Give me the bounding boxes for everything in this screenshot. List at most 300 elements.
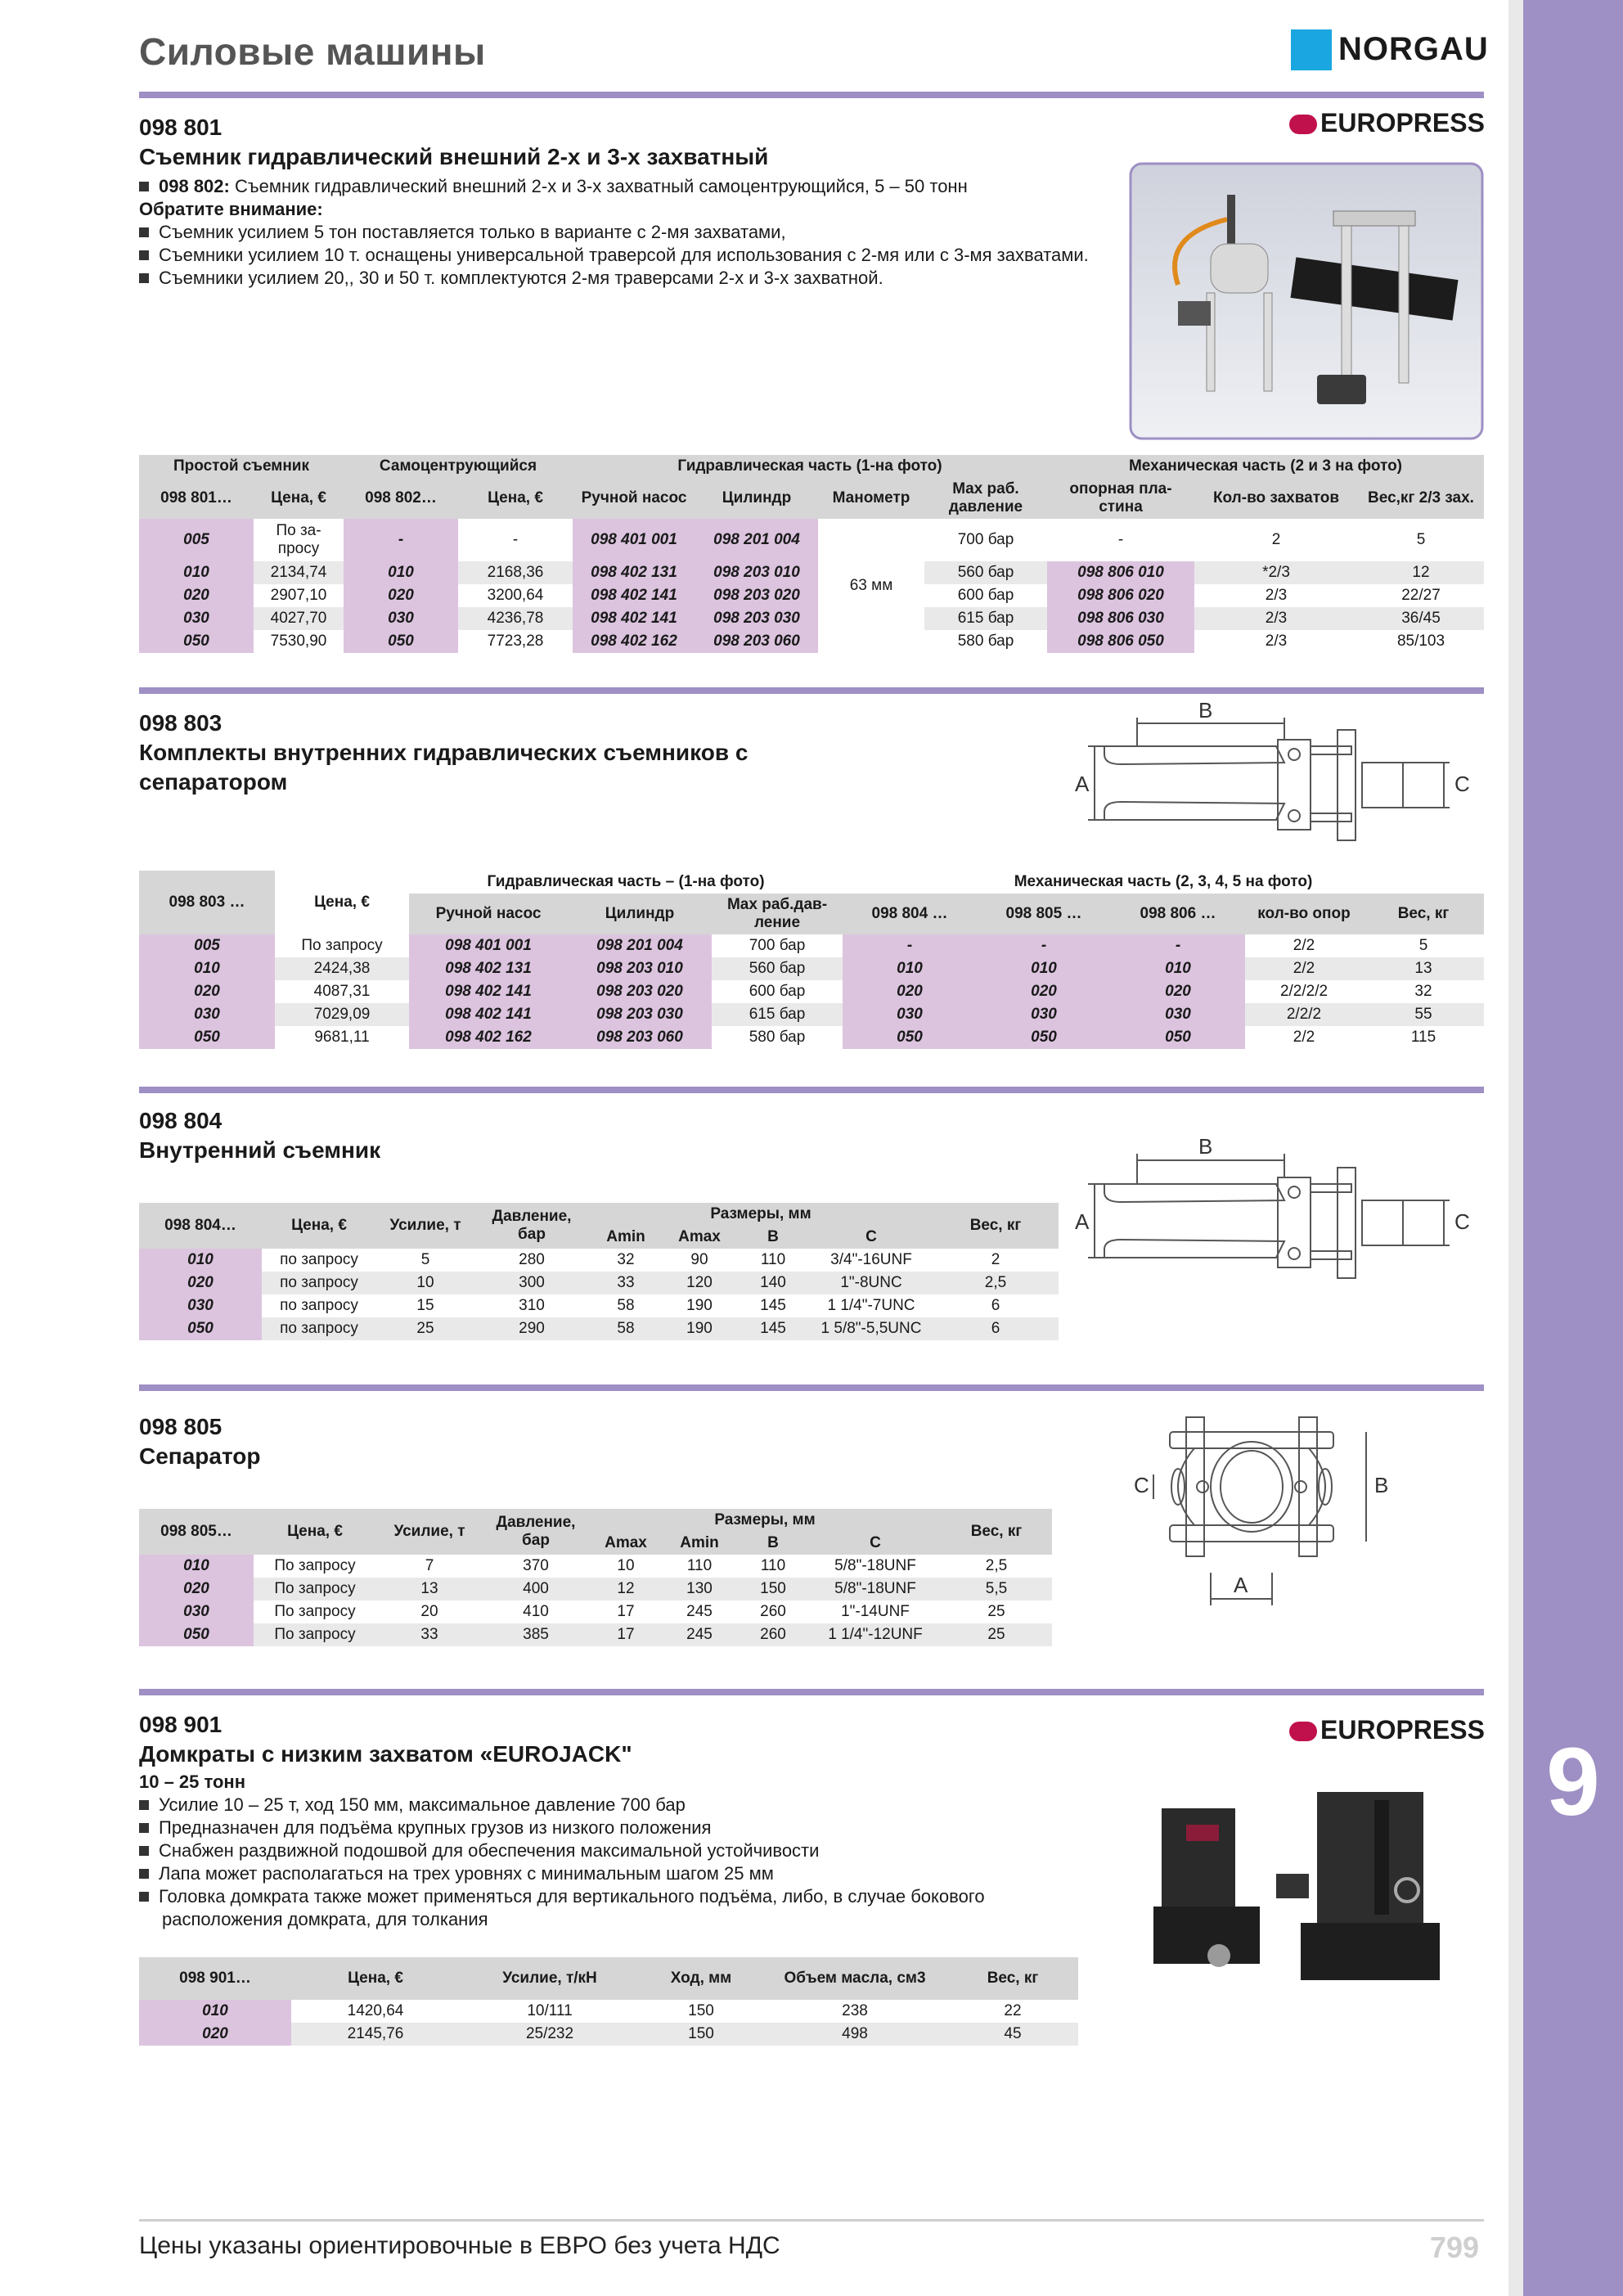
table-cell: 615 бар <box>712 1003 843 1026</box>
table-cell: 560 бар <box>712 957 843 980</box>
table-cell: 030 <box>139 1003 275 1026</box>
s5-bullet-text: Усилие 10 – 25 т, ход 150 мм, максимальное давление 700 бар <box>159 1794 686 1815</box>
s1-col-header: Цена, € <box>254 478 344 519</box>
section-rule <box>139 687 1484 694</box>
table-cell: 238 <box>842 2002 868 2019</box>
s5-bullet-text: Головка домкрата также может применяться для вертикального подъёма, либо, в случае бокового <box>159 1886 985 1907</box>
table-cell: 4236,78 <box>458 607 573 630</box>
table-cell: 300 <box>474 1272 589 1294</box>
table-cell: 130 <box>663 1578 736 1600</box>
section-rule <box>139 1384 1484 1391</box>
table-cell: по запросу <box>262 1272 376 1294</box>
table-cell: 2/3 <box>1265 587 1288 604</box>
table-cell: 098 203 030 <box>568 1003 712 1026</box>
table-cell: 2/2 <box>1245 957 1363 980</box>
table-cell: 098 203 060 <box>695 630 818 653</box>
s5-col-header: Ход, мм <box>640 1957 762 2000</box>
table-cell: 098 203 060 <box>568 1026 712 1049</box>
table-cell: 32 <box>1414 983 1432 1000</box>
s1-group-mechanical: Механическая часть (2 и 3 на фото) <box>1047 455 1484 478</box>
s5-bullet-5 <box>139 1885 985 1908</box>
s4-col-header: Вес, кг <box>941 1509 1052 1555</box>
s1-col-header: Цена, € <box>458 478 573 519</box>
table-cell: 098 402 162 <box>409 1026 568 1049</box>
table-cell: 17 <box>617 1603 635 1620</box>
table-row <box>139 561 1484 584</box>
table-cell: 600 бар <box>957 587 1014 604</box>
table-row <box>139 934 1484 957</box>
s3-code: 098 804 <box>139 1108 223 1133</box>
s4-col-header: Цена, € <box>254 1509 376 1555</box>
table-cell: 020 <box>139 2023 291 2046</box>
table-cell: 3200,64 <box>487 587 544 604</box>
s1-bullet-1 <box>139 221 786 244</box>
s5-bullet-text: Лапа может располагаться на трех уровнях с минимальным шагом 25 мм <box>159 1863 774 1884</box>
s1-col-header: Манометр <box>818 478 924 519</box>
table-cell: 050 <box>977 1026 1111 1049</box>
table-cell: 020 <box>344 584 458 607</box>
s5-col-header: Вес, кг <box>947 1957 1078 2000</box>
s1-table <box>139 455 1484 653</box>
hydraulic-puller-photo <box>1129 162 1484 440</box>
table-cell: 20 <box>420 1603 438 1620</box>
europress-logo <box>1289 108 1485 138</box>
diagram-label-b: B <box>1374 1473 1389 1497</box>
s2-code: 098 803 <box>139 710 223 736</box>
table-cell: 150 <box>736 1578 810 1600</box>
europress-text: EUROPRESS <box>1320 1715 1485 1745</box>
table-cell: 098 203 020 <box>568 980 712 1003</box>
table-row <box>139 980 1484 1003</box>
table-cell: - <box>977 934 1111 957</box>
s2-title-line2: сепаратором <box>139 769 288 795</box>
s1-bullet-3 <box>139 267 883 290</box>
s3-col-header: Amin <box>589 1226 663 1249</box>
table-cell: 030 <box>139 607 254 630</box>
s4-code: 098 805 <box>139 1414 223 1439</box>
table-cell: 280 <box>519 1251 545 1268</box>
table-row <box>139 1003 1484 1026</box>
table-cell: 1"-14UNF <box>841 1603 910 1620</box>
table-cell: 7530,90 <box>270 633 327 650</box>
table-cell: 7723,28 <box>487 633 544 650</box>
table-cell: по запросу <box>262 1317 376 1340</box>
table-cell: 030 <box>843 1003 977 1026</box>
table-cell: По запросу <box>301 937 383 954</box>
s3-col-header: Amax <box>663 1226 736 1249</box>
table-cell: 050 <box>344 630 458 653</box>
s1-group-selfcentering: Самоцентрующийся <box>344 455 573 478</box>
s5-bullet-text: Предназначен для подъёма крупных грузов из низкого положения <box>159 1817 712 1838</box>
table-cell: 030 <box>1111 1003 1245 1026</box>
table-cell: 13 <box>1363 957 1484 980</box>
table-cell: 098 203 010 <box>695 561 818 584</box>
table-cell: 13 <box>376 1578 483 1600</box>
table-cell: 140 <box>736 1272 810 1294</box>
s2-col-header: 098 806 … <box>1111 894 1245 934</box>
table-cell: 150 <box>640 2023 762 2046</box>
s3-col-header: Давление, бар <box>474 1203 589 1249</box>
table-cell: 005 <box>139 519 254 561</box>
table-cell: 5/8"-18UNF <box>810 1578 941 1600</box>
table-cell: 245 <box>663 1623 736 1646</box>
s5-col-header: Усилие, т/кН <box>460 1957 640 2000</box>
table-cell: 2/2/2/2 <box>1279 983 1329 1000</box>
table-cell: *2/3 <box>1194 561 1358 584</box>
s1-bullet-text: Съемники усилием 20,, 30 и 50 т. комплектуются 2-мя траверсами 2-х и 3-х захватной. <box>159 268 883 288</box>
diagram-label-b: B <box>1198 698 1213 723</box>
jack-photo <box>1129 1776 1472 1997</box>
table-cell: - <box>344 519 458 561</box>
table-row <box>139 630 1484 653</box>
table-cell: 098 402 131 <box>409 957 568 980</box>
table-cell: 010 <box>139 957 275 980</box>
s1-note-text: Съемник гидравлический внешний 2-х и 3-х захватный самоцентрующийся, 5 – 50 тонн <box>234 176 968 196</box>
section-rule <box>139 1087 1484 1093</box>
s2-col-header: кол-во опор <box>1245 894 1363 934</box>
s4-col-header: B <box>736 1532 810 1555</box>
table-cell: 050 <box>1111 1026 1245 1049</box>
s2-group-hydraulic: Гидравлическая часть – (1-на фото) <box>409 871 843 894</box>
s2-col-header: Цилиндр <box>568 894 712 934</box>
table-cell: 600 бар <box>749 983 806 1000</box>
table-cell: 098 806 020 <box>1047 584 1194 607</box>
table-cell: 7029,09 <box>275 1003 409 1026</box>
table-cell: 145 <box>736 1317 810 1340</box>
table-cell: 030 <box>139 1294 262 1317</box>
s1-note <box>139 175 968 198</box>
bullet-icon <box>139 250 149 260</box>
bullet-icon <box>139 1869 149 1879</box>
s1-col-header: 098 802… <box>344 478 458 519</box>
table-cell: 020 <box>139 584 254 607</box>
s1-bullet-text: Съемник усилием 5 тон поставляется только в варианте с 2-мя захватами, <box>159 222 786 242</box>
s3-group-dimensions: Размеры, мм <box>589 1203 933 1226</box>
table-row <box>139 519 1484 561</box>
table-row <box>139 1578 1052 1600</box>
table-cell: 098 201 004 <box>568 934 712 957</box>
table-cell: 410 <box>523 1603 549 1620</box>
table-cell: 050 <box>139 630 254 653</box>
europress-mark-icon <box>1289 1722 1317 1741</box>
sidebar-gap <box>1508 0 1523 2296</box>
diagram-label-a: A <box>1234 1573 1248 1597</box>
page-title: Силовые машины <box>139 30 486 73</box>
table-cell: 010 <box>977 957 1111 980</box>
table-cell: 2,5 <box>985 1557 1008 1574</box>
bullet-icon <box>139 1823 149 1833</box>
s4-col-header: Amax <box>589 1532 663 1555</box>
s3-title: Внутренний съемник <box>139 1137 381 1163</box>
table-cell: 2/3 <box>1265 633 1288 650</box>
s1-col-header: Вес,кг 2/3 зах. <box>1358 478 1484 519</box>
table-cell: 010 <box>139 1249 262 1272</box>
s4-col-header: Усилие, т <box>376 1509 483 1555</box>
table-cell: 2/2 <box>1293 1029 1315 1046</box>
table-cell: 85/103 <box>1396 633 1445 650</box>
table-cell: 098 401 001 <box>573 519 695 561</box>
s3-col-header: B <box>736 1226 810 1249</box>
table-row <box>139 1623 1052 1646</box>
table-cell: 22/27 <box>1401 587 1441 604</box>
bullet-icon <box>139 1800 149 1810</box>
s4-col-header: C <box>810 1532 941 1555</box>
table-row <box>139 2023 1078 2046</box>
table-cell: 050 <box>139 1026 275 1049</box>
s2-title-line1: Комплекты внутренних гидравлических съемников с <box>139 740 749 765</box>
table-cell: - <box>512 531 519 548</box>
table-cell: 030 <box>139 1600 254 1623</box>
s4-col-header: Давление, бар <box>483 1509 589 1555</box>
s2-col-header: 098 804 … <box>843 894 977 934</box>
table-cell: 190 <box>686 1297 713 1314</box>
table-cell: 5 <box>1418 937 1428 954</box>
chapter-number: 9 <box>1546 1728 1600 1836</box>
s2-col-header: Ручной насос <box>409 894 568 934</box>
s4-col-header: 098 805… <box>139 1509 254 1555</box>
table-cell: 55 <box>1363 1003 1484 1026</box>
table-cell: 098 402 162 <box>573 630 695 653</box>
page-number: 799 <box>1430 2231 1480 2264</box>
table-cell: 1420,64 <box>347 2002 404 2019</box>
s1-code: 098 801 <box>139 115 223 140</box>
table-cell: 9681,11 <box>314 1029 370 1046</box>
table-cell: 6 <box>991 1297 1000 1314</box>
table-row <box>139 1600 1052 1623</box>
table-cell: 12 <box>589 1578 663 1600</box>
table-cell: 2907,10 <box>270 587 327 604</box>
table-cell: 12 <box>1358 561 1484 584</box>
s2-group-mechanical: Механическая часть (2, 3, 4, 5 на фото) <box>843 871 1484 894</box>
table-cell: 45 <box>947 2023 1078 2046</box>
table-cell: - <box>1117 531 1124 548</box>
table-cell: 58 <box>617 1297 635 1314</box>
diagram-label-a: A <box>1075 1209 1090 1234</box>
table-cell: 1 1/4"-12UNF <box>810 1623 941 1646</box>
table-cell: По запросу <box>274 1557 356 1574</box>
table-cell: 5 <box>420 1251 430 1268</box>
table-cell: 030 <box>344 607 458 630</box>
table-cell: 4027,70 <box>254 607 344 630</box>
diagram-label-c: C <box>1454 1209 1470 1234</box>
internal-puller-diagram <box>1072 1131 1481 1294</box>
table-cell: 1 1/4"-7UNC <box>827 1297 915 1314</box>
table-cell: 6 <box>933 1317 1059 1340</box>
table-cell: 020 <box>139 980 275 1003</box>
table-cell: 098 203 030 <box>695 607 818 630</box>
diagram-label-c: C <box>1134 1473 1149 1497</box>
table-cell: 030 <box>977 1003 1111 1026</box>
table-cell: 2/2/2 <box>1245 1003 1363 1026</box>
table-row <box>139 2000 1078 2023</box>
table-cell: 098 203 020 <box>695 584 818 607</box>
s1-attention: Обратите внимание: <box>139 199 323 219</box>
s5-code: 098 901 <box>139 1712 223 1737</box>
table-cell: 050 <box>139 1317 262 1340</box>
table-cell: - <box>843 934 977 957</box>
s1-note-code: 098 802: <box>159 176 230 196</box>
s2-col-header: Вес, кг <box>1363 894 1484 934</box>
table-cell: 2,5 <box>933 1272 1059 1294</box>
table-cell: 5/8"-18UNF <box>834 1557 916 1574</box>
table-cell: 120 <box>663 1272 736 1294</box>
table-cell: По за-просу <box>276 522 321 557</box>
s1-col-header: Кол-во захватов <box>1194 478 1358 519</box>
table-cell: 020 <box>977 980 1111 1003</box>
table-cell: 560 бар <box>924 561 1047 584</box>
s1-bullet-text: Съемники усилием 10 т. оснащены универсальной траверсой для использования с 2-мя или с 3-мя захватами. <box>159 245 1089 265</box>
internal-puller-diagram <box>1072 697 1481 853</box>
bullet-icon <box>139 227 149 237</box>
s1-group-hydraulic: Гидравлическая часть (1-на фото) <box>573 455 1047 478</box>
table-cell: 098 203 010 <box>568 957 712 980</box>
s5-title: Домкраты с низким захватом «EUROJACK" <box>139 1741 632 1767</box>
table-cell: 33 <box>589 1272 663 1294</box>
table-cell: 580 бар <box>957 633 1014 650</box>
table-cell: 260 <box>760 1603 786 1620</box>
table-cell: 098 402 141 <box>409 1003 568 1026</box>
chapter-sidebar <box>1523 0 1623 2296</box>
table-cell: 1"-8UNC <box>810 1272 933 1294</box>
europress-text: EUROPRESS <box>1320 108 1485 137</box>
s1-title: Съемник гидравлический внешний 2-х и 3-х захватный <box>139 144 769 169</box>
table-cell: 020 <box>139 1578 254 1600</box>
table-cell: 050 <box>139 1623 254 1646</box>
s2-col-header: Max раб.дав-ление <box>712 894 843 934</box>
s5-bullet-3 <box>139 1839 819 1862</box>
diagram-label-b: B <box>1198 1134 1213 1159</box>
table-cell: 25 <box>987 1603 1005 1620</box>
table-cell: 098 402 141 <box>573 584 695 607</box>
footer-note: Цены указаны ориентировочные в ЕВРО без учета НДС <box>139 2232 780 2259</box>
table-cell: По запросу <box>274 1603 356 1620</box>
table-cell: - <box>1111 934 1245 957</box>
table-cell: 010 <box>843 957 977 980</box>
table-row <box>139 1294 1059 1317</box>
table-cell: 260 <box>736 1623 810 1646</box>
table-cell: 010 <box>139 2000 291 2023</box>
europress-mark-icon <box>1289 115 1317 134</box>
s5-subtitle: 10 – 25 тонн <box>139 1772 246 1792</box>
table-cell: 385 <box>483 1623 589 1646</box>
s5-bullet-4 <box>139 1862 774 1885</box>
separator-diagram <box>1129 1409 1440 1614</box>
table-cell: 110 <box>760 1557 786 1574</box>
table-row <box>139 1272 1059 1294</box>
europress-logo <box>1289 1715 1485 1745</box>
table-cell: 005 <box>139 934 275 957</box>
table-cell: По запросу <box>254 1578 376 1600</box>
footer-rule <box>139 2219 1484 2222</box>
table-cell: 90 <box>690 1251 708 1268</box>
table-cell: 098 401 001 <box>409 934 568 957</box>
s3-col-header: C <box>810 1226 933 1249</box>
table-cell: 10 <box>617 1557 635 1574</box>
s4-group-dimensions: Размеры, мм <box>589 1509 941 1532</box>
table-cell: 010 <box>344 561 458 584</box>
section-rule <box>139 1689 1484 1695</box>
s1-col-header: Max раб. давление <box>924 478 1047 519</box>
table-cell: 700 бар <box>749 937 806 954</box>
table-cell: 098 402 131 <box>573 561 695 584</box>
table-cell: 098 201 004 <box>695 519 818 561</box>
table-cell: 115 <box>1410 1029 1436 1046</box>
table-cell: 098 806 050 <box>1047 630 1194 653</box>
table-cell: 2145,76 <box>291 2023 460 2046</box>
table-cell: 3/4"-16UNF <box>830 1251 912 1268</box>
s2-col-header: 098 803 … <box>139 871 275 934</box>
s3-col-header: Вес, кг <box>933 1203 1059 1249</box>
s4-col-header: Amin <box>663 1532 736 1555</box>
table-cell: 400 <box>483 1578 589 1600</box>
norgau-logo-text: NORGAU <box>1338 31 1489 67</box>
table-cell: 020 <box>843 980 977 1003</box>
table-cell: 25 <box>376 1317 474 1340</box>
s4-title: Сепаратор <box>139 1443 261 1469</box>
table-row <box>139 1026 1484 1049</box>
table-cell: 17 <box>589 1623 663 1646</box>
table-cell: 33 <box>376 1623 483 1646</box>
table-cell: 110 <box>686 1557 713 1574</box>
table-row <box>139 584 1484 607</box>
table-cell: 5 <box>1416 531 1426 548</box>
s5-bullet-1 <box>139 1794 686 1817</box>
table-cell: 4087,31 <box>313 983 371 1000</box>
s3-col-header: Усилие, т <box>376 1203 474 1249</box>
s5-bullet-2 <box>139 1817 711 1839</box>
table-cell: 098 806 010 <box>1047 561 1194 584</box>
bullet-icon <box>139 1846 149 1856</box>
table-cell: 25/232 <box>460 2023 640 2046</box>
s2-col-header: Цена, € <box>275 871 409 934</box>
table-cell: 020 <box>1111 980 1245 1003</box>
table-cell: 700 бар <box>957 531 1014 548</box>
table-cell: 290 <box>474 1317 589 1340</box>
table-cell: 2/3 <box>1194 607 1358 630</box>
diagram-label-a: A <box>1075 772 1090 796</box>
table-cell: 2 <box>991 1251 1000 1268</box>
s3-col-header: Цена, € <box>262 1203 376 1249</box>
table-cell: 145 <box>760 1297 786 1314</box>
table-cell: 150 <box>688 2002 714 2019</box>
table-row <box>139 607 1484 630</box>
table-cell: 32 <box>617 1251 635 1268</box>
s1-col-header: Ручной насос <box>573 478 695 519</box>
s1-col-header: 098 801… <box>139 478 254 519</box>
table-cell: 310 <box>519 1297 545 1314</box>
table-cell: 2 <box>1271 531 1281 548</box>
table-row <box>139 1555 1052 1578</box>
table-cell: 10 <box>376 1272 474 1294</box>
table-cell: 2/2 <box>1293 937 1315 954</box>
table-cell: 7 <box>425 1557 434 1574</box>
table-row <box>139 1249 1059 1272</box>
table-cell: 098 402 141 <box>573 607 695 630</box>
table-cell: 2424,38 <box>275 957 409 980</box>
table-cell: 370 <box>523 1557 549 1574</box>
s3-table <box>139 1203 1059 1340</box>
table-cell: 22 <box>1004 2002 1022 2019</box>
table-row <box>139 957 1484 980</box>
s5-bullet-5-cont: расположения домкрата, для толкания <box>162 1909 488 1929</box>
table-cell: 58 <box>589 1317 663 1340</box>
table-cell: 050 <box>843 1026 977 1049</box>
table-cell: 25 <box>941 1623 1052 1646</box>
table-cell: 010 <box>139 561 254 584</box>
s5-col-header: Цена, € <box>291 1957 460 2000</box>
table-cell: 580 бар <box>749 1029 806 1046</box>
s1-col-header: опорная пла-стина <box>1047 478 1194 519</box>
